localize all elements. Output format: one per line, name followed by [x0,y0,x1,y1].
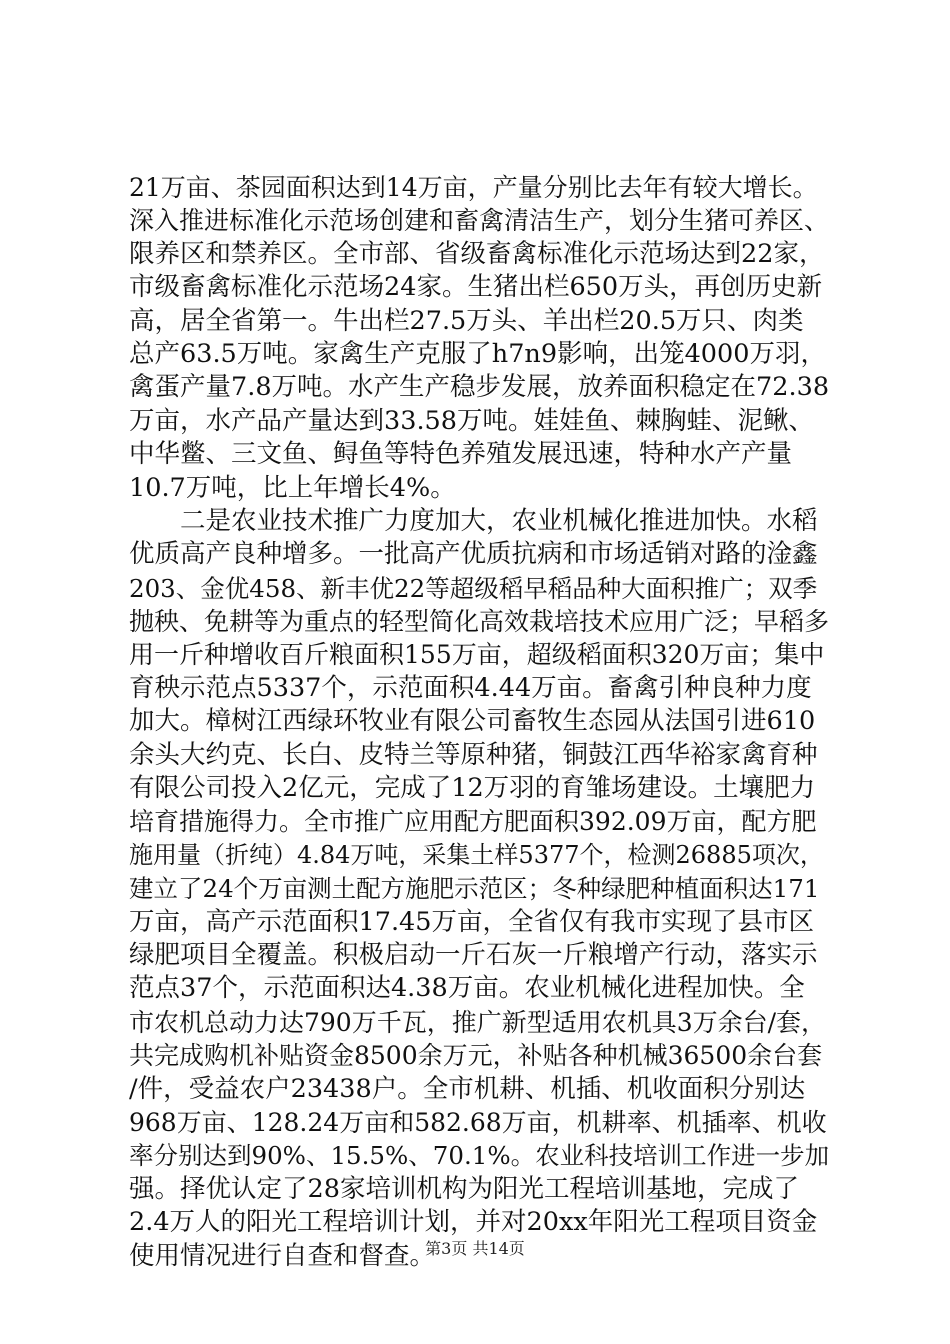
text-line: 禽蛋产量7.8万吨。水产生产稳步发展，放养面积稳定在72.38 [129,372,830,403]
text-line: 培育措施得力。全市推广应用配方肥面积392.09万亩，配方肥 [129,807,817,837]
text-line: 高，居全省第一。牛出栏27.5万头、羊出栏20.5万只、肉类 [129,305,804,336]
text-line: 中华鳖、三文鱼、鲟鱼等特色养殖发展迅速，特种水产产量 [129,439,793,470]
body-text [129,171,829,1273]
text-line: 施用量（折纯）4.84万吨，采集土样5377个，检测26885项次， [129,840,824,869]
text-line: 率分别达到90%、15.5%、70.1%。农业科技培训工作进一步加 [129,1141,830,1171]
text-line: 2.4万人的阳光工程培训计划，并对20xx年阳光工程项目资金 [129,1207,818,1238]
text-line: /件，受益农户23438户。全市机耕、机插、机收面积分别达 [129,1073,806,1104]
text-line: 育秧示范点5337个，示范面积4.44万亩。畜禽引种良种力度 [129,672,812,703]
text-line: 二是农业技术推广力度加大，农业机械化推进加快。水稻 [129,505,818,536]
text-line: 968万亩、128.24万亩和582.68万亩，机耕率、机插率、机收 [129,1107,827,1137]
text-line: 深入推进标准化示范场创建和畜禽清洁生产，划分生猪可养区、 [129,206,830,236]
text-line: 抛秧、免耕等为重点的轻型简化高效栽培技术应用广泛；早稻多 [129,607,830,637]
text-line: 共完成购机补贴资金8500余万元，补贴各种机械36500余台套 [129,1041,823,1071]
text-line: 市级畜禽标准化示范场24家。生猪出栏650万头，再创历史新 [129,272,823,303]
text-line: 203、金优458、新丰优22等超级稻早稻品种大面积推广；双季 [129,573,818,603]
text-line: 限养区和禁养区。全市部、省级畜禽标准化示范场达到22家， [129,238,825,269]
text-line: 21万亩、茶园面积达到14万亩，产量分别比去年有较大增长。 [129,173,818,202]
page-footer: 第3页 共14页 [425,1239,525,1258]
text-line: 建立了24个万亩测土配方施肥示范区；冬种绿肥种植面积达171 [129,874,820,904]
text-line: 万亩，高产示范面积17.45万亩，全省仅有我市实现了县市区 [129,906,815,937]
text-line: 总产63.5万吨。家禽生产克服了h7n9影响，出笼4000万羽， [129,338,826,369]
text-line: 绿肥项目全覆盖。积极启动一斤石灰一斤粮增产行动，落实示 [129,939,818,970]
text-line: 万亩，水产品产量达到33.58万吨。娃娃鱼、棘胸蛙、泥鳅、 [129,405,815,436]
text-line: 市农机总动力达790万千瓦，推广新型适用农机具3万余台/套， [129,1007,827,1037]
text-line: 使用情况进行自查和督查。 [129,1240,436,1271]
text-line: 用一斤种增收百斤粮面积155万亩，超级稻面积320万亩；集中 [129,640,825,670]
text-line: 强。择优认定了28家培训机构为阳光工程培训基地，完成了 [129,1173,799,1204]
text-line: 范点37个，示范面积达4.38万亩。农业机械化进程加快。全 [129,973,805,1004]
text-line: 有限公司投入2亿元，完成了12万羽的育雏场建设。土壤肥力 [129,773,816,804]
text-line: 余头大约克、长白、皮特兰等原种猪，铜鼓江西华裕家禽育种 [129,739,818,770]
text-line: 加大。樟树江西绿环牧业有限公司畜牧生态园从法国引进610 [129,706,816,737]
text-line: 10.7万吨，比上年增长4%。 [129,472,456,503]
text-line: 优质高产良种增多。一批高产优质抗病和市场适销对路的淦鑫 [129,539,818,570]
